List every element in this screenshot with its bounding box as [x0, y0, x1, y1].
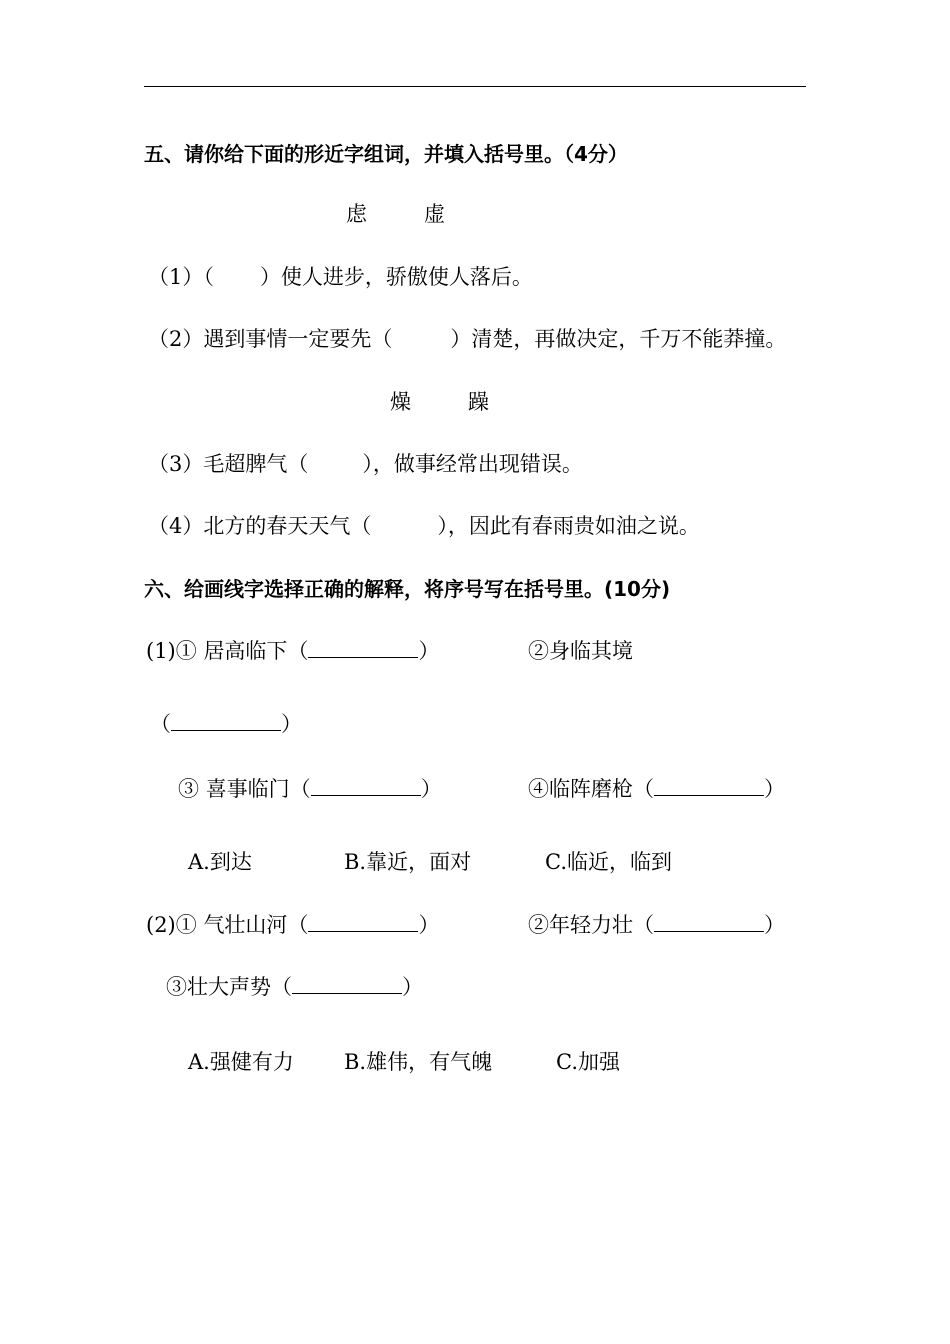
close-paren: ）	[418, 913, 440, 937]
p1-item-3	[178, 775, 442, 803]
open-paren: （	[271, 975, 292, 999]
top-rule	[144, 86, 806, 87]
q2-prefix: （2）遇到事情一定要先（	[148, 327, 393, 351]
p2-item-2	[528, 911, 785, 939]
p1-i3-text: 喜事临门	[205, 777, 290, 801]
q3-suffix: ），做事经常出现错误。	[362, 452, 583, 476]
question-2	[148, 325, 786, 353]
question-4	[148, 512, 700, 540]
open-paren: （	[289, 777, 311, 801]
section-5-title: 五、请你给下面的形近字组词，并填入括号里。（4分）	[144, 142, 628, 166]
question-1	[148, 263, 533, 291]
p1-i3-mark: ③	[178, 777, 199, 801]
p1-i4-text: 临阵磨枪	[549, 777, 633, 801]
p2-i3-mark: ③	[166, 975, 187, 999]
p1-option-a: A.到达	[188, 850, 252, 874]
close-paren: ）	[764, 913, 785, 937]
p1-i1-mark: ①	[175, 639, 197, 663]
p2-i2-mark: ②	[528, 913, 549, 937]
open-paren: （	[287, 639, 309, 663]
section-6-title: 六、给画线字选择正确的解释，将序号写在括号里。(10分)	[144, 577, 671, 601]
p1-item-4	[528, 775, 785, 803]
open-paren: （	[150, 712, 171, 736]
p1-i4-mark: ④	[528, 777, 549, 801]
close-paren: ）	[281, 712, 302, 736]
close-paren: ）	[418, 639, 440, 663]
q3-prefix: （3）毛超脾气（	[148, 452, 309, 476]
p2-option-b: B.雄伟，有气魄	[344, 1050, 493, 1074]
p2-i1-mark: ①	[175, 913, 197, 937]
p2-i2-blank[interactable]	[654, 913, 764, 932]
p2-i1-text: 气壮山河	[203, 913, 288, 937]
p1-i1-text: 居高临下	[203, 639, 288, 663]
p2-number: (2)	[146, 913, 176, 937]
p1-i3-blank[interactable]	[311, 777, 421, 796]
p1-i2-mark: ②	[528, 639, 549, 663]
p1-item-2	[528, 637, 633, 665]
close-paren: ）	[764, 777, 785, 801]
p1-item-2-answer	[150, 710, 302, 738]
p2-option-c: C.加强	[556, 1050, 620, 1074]
p1-i4-blank[interactable]	[654, 777, 764, 796]
p2-option-a: A.强健有力	[188, 1050, 294, 1074]
p1-i2-text: 身临其境	[549, 639, 633, 663]
p2-item-3	[166, 973, 423, 1001]
char-group-1-b: 虚	[424, 202, 445, 226]
open-paren: （	[287, 913, 309, 937]
char-group-2-b: 躁	[468, 390, 489, 414]
open-paren: （	[633, 777, 654, 801]
question-3	[148, 450, 583, 478]
p2-i1-blank[interactable]	[308, 913, 418, 932]
p1-i1-blank[interactable]	[308, 639, 418, 658]
p2-item-1	[146, 911, 439, 939]
char-group-2-a: 燥	[390, 390, 411, 414]
p2-i2-text: 年轻力壮	[549, 913, 633, 937]
p2-i3-blank[interactable]	[292, 975, 402, 994]
q4-prefix: （4）北方的春天天气（	[148, 514, 372, 538]
p2-i3-text: 壮大声势	[187, 975, 271, 999]
q2-suffix: ）清楚，再做决定，千万不能莽撞。	[450, 327, 787, 351]
q4-suffix: ），因此有春雨贵如油之说。	[437, 514, 700, 538]
q1-suffix: ）使人进步，骄傲使人落后。	[259, 265, 533, 289]
p1-option-c: C.临近，临到	[545, 850, 672, 874]
q1-prefix: （1）（	[148, 265, 214, 289]
p1-i2-blank[interactable]	[171, 712, 281, 731]
p1-option-b: B.靠近，面对	[344, 850, 472, 874]
char-group-1-a: 虑	[346, 202, 367, 226]
p1-number: (1)	[146, 639, 176, 663]
close-paren: ）	[402, 975, 423, 999]
close-paren: ）	[420, 777, 442, 801]
open-paren: （	[633, 913, 654, 937]
p1-item-1	[146, 637, 439, 665]
